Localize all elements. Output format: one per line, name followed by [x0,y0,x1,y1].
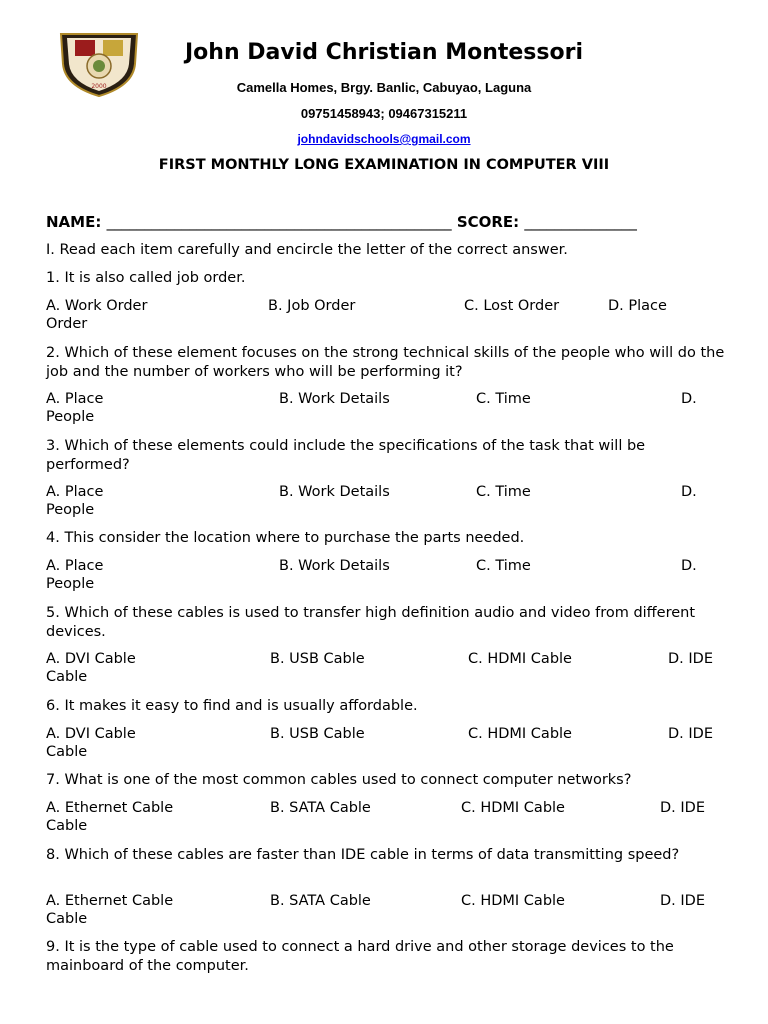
option-b[interactable]: B. USB Cable [270,726,365,742]
option-c[interactable]: C. HDMI Cable [461,893,565,909]
school-phone: 09751458943; 09467315211 [300,106,468,121]
option-c[interactable]: C. HDMI Cable [468,726,572,742]
option-b[interactable]: B. Job Order [268,298,356,314]
option-a[interactable]: A. Ethernet Cable [46,893,174,909]
option-a[interactable]: A. Place [46,484,104,500]
option-d-continued: Cable [46,818,88,834]
option-a[interactable]: A. Place [46,391,104,407]
option-d-continued: People [46,502,95,518]
option-d[interactable]: D. [681,558,697,574]
option-d[interactable]: D. IDE [668,726,713,742]
question-text: 8. Which of these cables are faster than IDE cable in terms of data transmitting speed? [46,847,680,863]
option-a[interactable]: A. DVI Cable [46,651,136,667]
instructions: I. Read each item carefully and encircle the letter of the correct answer. [46,242,568,258]
option-a[interactable]: A. Place [46,558,104,574]
option-d[interactable]: D. [681,391,697,407]
option-d-continued: Order [46,316,88,332]
question-text: 1. It is also called job order. [46,270,246,286]
option-b[interactable]: B. USB Cable [270,651,365,667]
option-d[interactable]: D. IDE [668,651,713,667]
option-c[interactable]: C. Time [476,558,531,574]
option-c[interactable]: C. HDMI Cable [468,651,572,667]
option-b[interactable]: B. SATA Cable [270,800,371,816]
school-email-link[interactable]: johndavidschools@gmail.com [297,132,471,146]
option-b[interactable]: B. Work Details [279,484,390,500]
option-c[interactable]: C. Time [476,484,531,500]
option-a[interactable]: A. Ethernet Cable [46,800,174,816]
question-text: 6. It makes it easy to find and is usually affordable. [46,698,418,714]
option-d-continued: Cable [46,744,88,760]
school-address: Camella Homes, Brgy. Banlic, Cabuyao, Laguna [236,80,532,95]
option-d[interactable]: D. [681,484,697,500]
question-text: 3. Which of these elements could include the specifications of the task that will be performed? [46,438,646,473]
option-d[interactable]: D. Place [608,298,667,314]
logo-year: 2000 [91,83,107,90]
option-d-continued: Cable [46,669,88,685]
option-b[interactable]: B. SATA Cable [270,893,371,909]
option-b[interactable]: B. Work Details [279,558,390,574]
exam-title: FIRST MONTHLY LONG EXAMINATION IN COMPUTER VIII [158,157,610,173]
option-a[interactable]: A. Work Order [46,298,148,314]
name-score-line [46,213,637,231]
option-c[interactable]: C. HDMI Cable [461,800,565,816]
option-d-continued: People [46,409,95,425]
question-text: 9. It is the type of cable used to connect a hard drive and other storage devices to the mainboard of the computer. [46,939,674,974]
option-a[interactable]: A. DVI Cable [46,726,136,742]
name-label: NAME: [46,213,102,231]
option-d-continued: Cable [46,911,88,927]
school-name: John David Christian Montessori [185,40,583,65]
option-b[interactable]: B. Work Details [279,391,390,407]
option-d[interactable]: D. IDE [660,893,705,909]
option-c[interactable]: C. Time [476,391,531,407]
option-d-continued: People [46,576,95,592]
option-c[interactable]: C. Lost Order [464,298,560,314]
question-text: 7. What is one of the most common cables used to connect computer networks? [46,772,632,788]
question-text: 5. Which of these cables is used to transfer high definition audio and video from different devices. [46,605,696,640]
score-label: SCORE: [456,213,520,231]
question-text: 4. This consider the location where to purchase the parts needed. [46,530,525,546]
name-blank[interactable]: ______________________________________________ [106,213,452,231]
score-blank[interactable]: _______________ [524,213,637,231]
question-text: 2. Which of these element focuses on the strong technical skills of the people who will do the job and the number of workers who will be performing it? [46,345,725,380]
option-d[interactable]: D. IDE [660,800,705,816]
